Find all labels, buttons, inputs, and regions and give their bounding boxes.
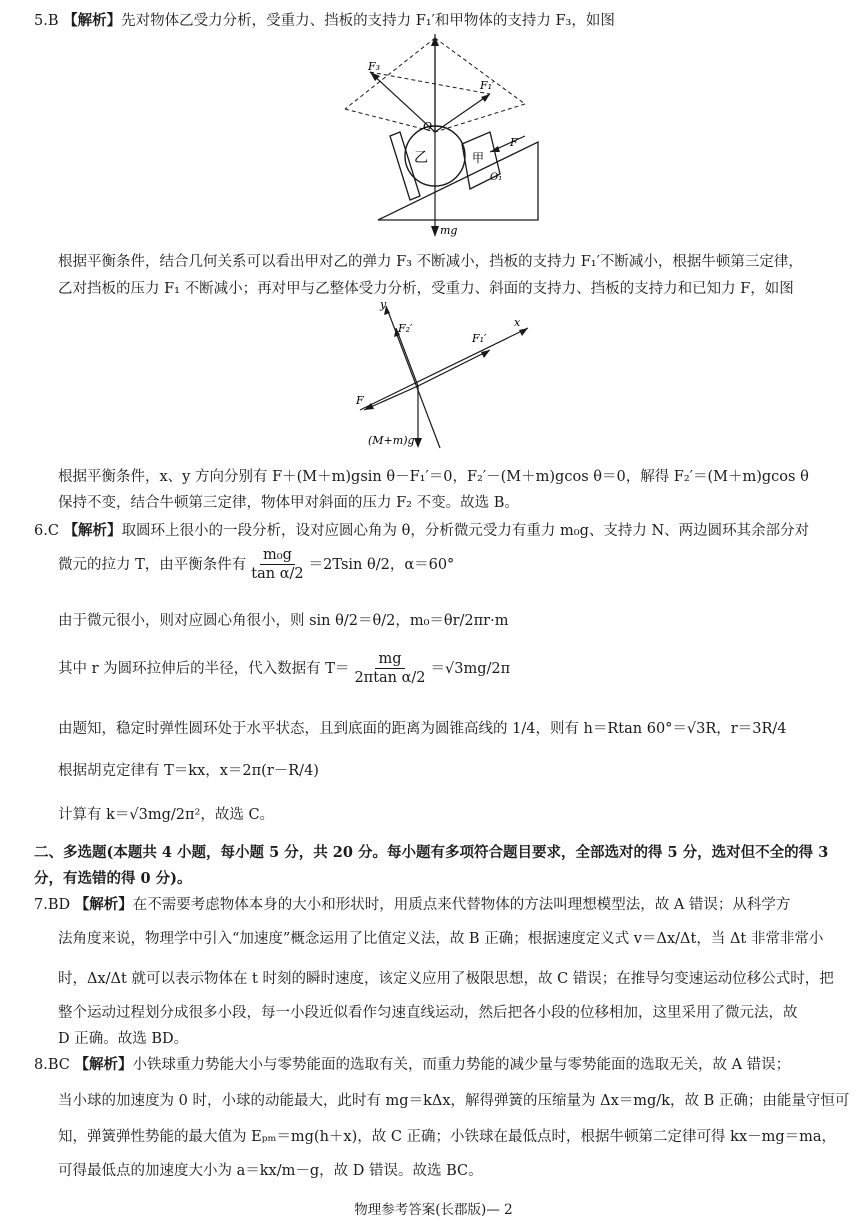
q6-line2-frac-num: m₀g <box>260 548 295 565</box>
fig2-label-F2p: F₂′ <box>398 322 413 335</box>
q5-para3-line2: 保持不变，结合牛顿第三定律，物体甲对斜面的压力 F₂ 不变。故选 B。 <box>58 495 519 511</box>
fig1-label-mg: mg <box>440 224 458 237</box>
q5-answer: B <box>47 13 59 29</box>
figure-force-diagram-2 <box>350 298 550 458</box>
q5-para2-line2: 乙对挡板的压力 F₁ 不断减小；再对甲与乙整体受力分析，受重力、斜面的支持力、挡板的支持力和已知力 F，如图 <box>58 281 794 297</box>
q7-heading <box>34 898 790 913</box>
fig1-label-O: O <box>423 120 433 133</box>
q7-line1: 在不需要考虑物体本身的大小和形状时，用质点来代替物体的方法叫理想模型法，故 A 错误；从科学方 <box>132 897 791 913</box>
q7-line3: 时，Δx/Δt 就可以表示物体在 t 时刻的瞬时速度，该定义应用了极限思想，故 C 错误；在推导匀变速运动位移公式时，把 <box>58 971 834 987</box>
q7-analysis-tag: 【解析】 <box>74 896 133 913</box>
q8-line3: 知，弹簧弹性势能的最大值为 Eₚₘ＝mg(h＋x)，故 C 正确；小铁球在最低点时，根据牛顿第二定律可得 kx－mg＝ma， <box>58 1129 837 1145</box>
q8-line4: 可得最低点的加速度大小为 a＝kx/m－g，故 D 错误。故选 BC。 <box>58 1163 483 1179</box>
q6-answer: C <box>47 523 59 539</box>
q8-number: 8. <box>34 1057 48 1073</box>
q5-heading <box>34 14 615 29</box>
section2-line2: 分，有选错的得 0 分)。 <box>34 870 192 887</box>
section2-line1: 二、多选题(本题共 4 小题，每小题 5 分，共 20 分。每小题有多项符合题目要求，全部选对的得 5 分，选对但不全的得 3 <box>34 844 829 861</box>
q7-number: 7. <box>34 897 48 913</box>
q6-line2-a: 微元的拉力 T，由平衡条件有 <box>58 557 247 574</box>
fig2-label-F1p: F₁′ <box>472 332 487 345</box>
q6-analysis-tag: 【解析】 <box>63 522 122 539</box>
q7-line4: 整个运动过程划分成很多小段，每一小段近似看作匀速直线运动，然后把各小段的位移相加，这里采用了微元法，故 <box>58 1005 798 1021</box>
q6-line4-frac-den: 2πtan α/2 <box>354 670 426 687</box>
q6-line2-frac-den: tan α/2 <box>251 566 304 583</box>
q6-line7: 计算有 k＝√3mg/2π²，故选 C。 <box>58 807 275 823</box>
q5-para3-line1: 根据平衡条件，x、y 方向分别有 F＋(M＋m)gsin θ－F₁′＝0，F₂′－(M＋m)gcos θ＝0，解得 F₂′＝(M＋m)gcos θ <box>58 469 809 485</box>
q6-line6: 根据胡克定律有 T＝kx，x＝2π(r－R/4) <box>58 763 319 779</box>
q8-analysis-tag: 【解析】 <box>74 1056 133 1073</box>
q6-heading <box>34 524 809 539</box>
figure-force-diagram-1 <box>340 34 540 244</box>
q8-line1: 小铁球重力势能大小与零势能面的选取有关，而重力势能的减少量与零势能面的选取无关，故 A 错误； <box>132 1057 791 1073</box>
page-footer: 物理参考答案(长郡版)— 2 <box>354 1202 513 1218</box>
q6-line1: 取圆环上很小的一段分析，设对应圆心角为 θ，分析微元受力有重力 m₀g、支持力 N、两边圆环其余部分对 <box>121 523 810 539</box>
q8-answer: BC <box>47 1057 70 1073</box>
q6-line4 <box>58 652 510 686</box>
fig1-label-jia: 甲 <box>472 151 485 165</box>
q8-line2: 当小球的加速度为 0 时，小球的动能最大，此时有 mg＝kΔx，解得弹簧的压缩量为 Δx＝mg/k，故 B 正确；由能量守恒可 <box>58 1093 850 1109</box>
q6-line5: 由题知，稳定时弹性圆环处于水平状态，且到底面的距离为圆锥高线的 1/4，则有 h＝Rtan 60°＝√3R，r＝3R/4 <box>58 721 787 737</box>
fig2-label-x: x <box>514 316 521 329</box>
fig1-label-F3: F₃ <box>368 60 381 73</box>
q5-intro: 先对物体乙受力分析，受重力、挡板的支持力 F₁′和甲物体的支持力 F₃，如图 <box>121 13 615 29</box>
fig1-label-F: F <box>510 136 518 149</box>
fig1-label-yi: 乙 <box>414 150 428 166</box>
q6-line2-fraction <box>248 548 306 582</box>
q5-analysis-tag: 【解析】 <box>63 12 122 29</box>
fig2-label-F: F <box>356 394 364 407</box>
q6-line2-b: ＝2Tsin θ/2，α＝60° <box>308 557 455 574</box>
q6-line4-a: 其中 r 为圆环拉伸后的半径，代入数据有 T＝ <box>58 661 350 678</box>
fig1-label-O1: O₁ <box>490 172 503 183</box>
q6-line4-b: ＝√3mg/2π <box>430 661 511 678</box>
q6-line3: 由于微元很小，则对应圆心角很小，则 sin θ/2＝θ/2，m₀＝θr/2πr·m <box>58 613 509 629</box>
fig2-label-y: y <box>380 298 387 311</box>
q7-answer: BD <box>47 897 71 913</box>
q6-line4-frac-num: mg <box>375 652 404 669</box>
fig1-label-F1p: F₁′ <box>480 79 495 92</box>
q8-heading <box>34 1058 790 1073</box>
q6-line4-fraction <box>351 652 428 686</box>
q5-para2-line1: 根据平衡条件，结合几何关系可以看出甲对乙的弹力 F₃ 不断减小，挡板的支持力 F₁′不断减小，根据牛顿第三定律， <box>58 254 803 270</box>
q7-line2: 法角度来说，物理学中引入“加速度”概念运用了比值定义法，故 B 正确；根据速度定义式 v＝Δx/Δt，当 Δt 非常非常小 <box>58 931 824 947</box>
q5-number: 5. <box>34 13 48 29</box>
q6-line2 <box>58 548 454 582</box>
q7-line5: D 正确。故选 BD。 <box>58 1031 189 1047</box>
q6-number: 6. <box>34 523 48 539</box>
fig2-label-Mmg: (M+m)g <box>368 434 415 447</box>
